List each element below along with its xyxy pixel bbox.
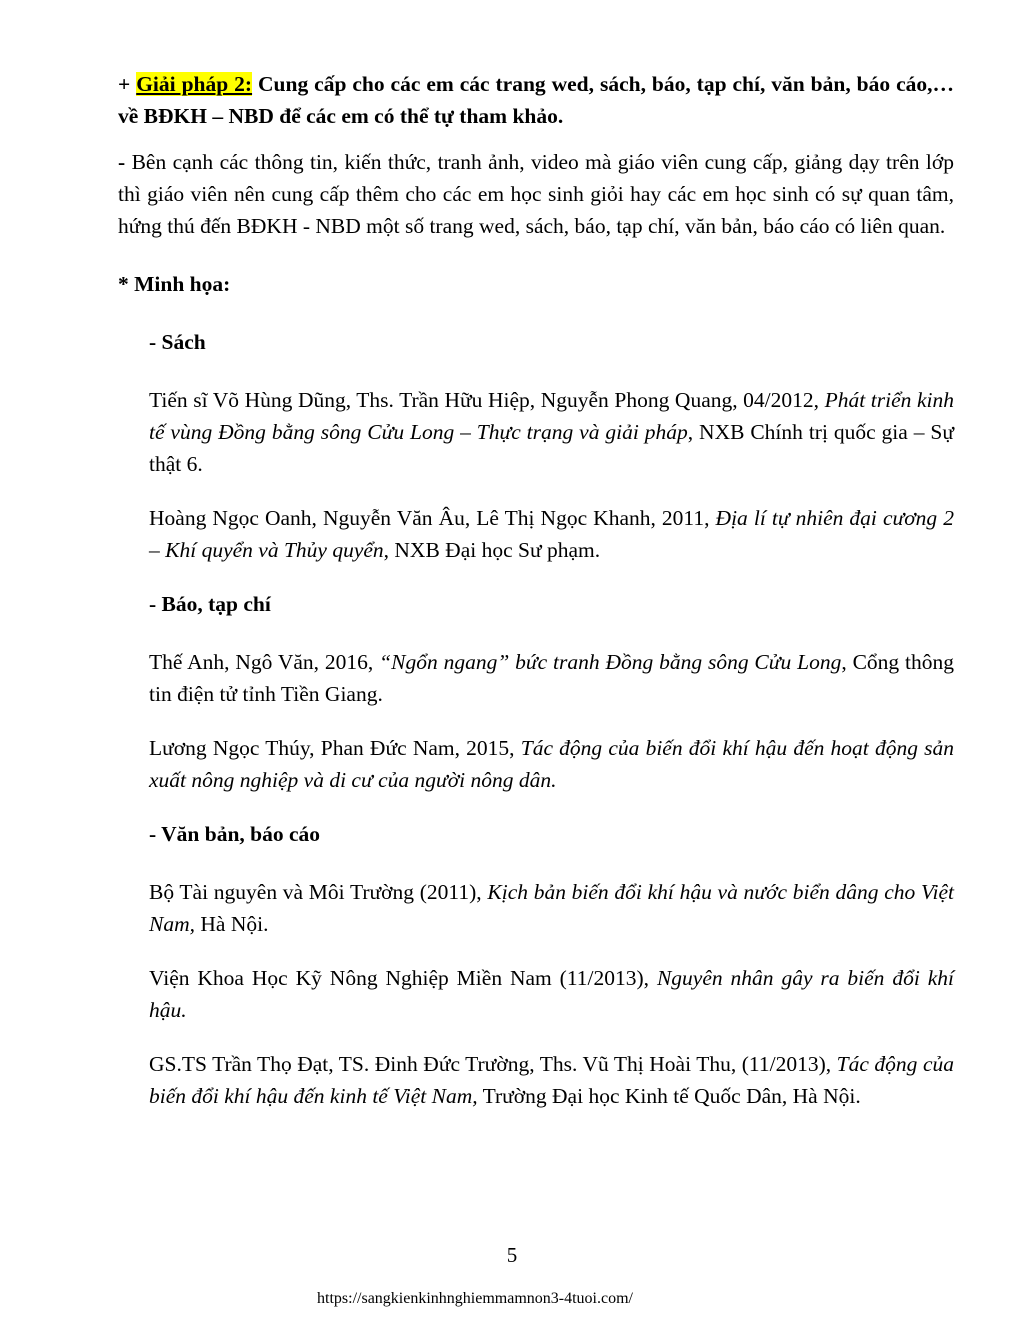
illustration-title: * Minh họa: [118, 272, 231, 296]
section-title-reports: - Văn bản, báo cáo [149, 822, 321, 846]
reference-item: Tiến sĩ Võ Hùng Dũng, Ths. Trần Hữu Hiệp, Nguyễn Phong Quang, 04/2012, Phát triển kinh tế vùng Đồng bằng sông Cửu Long – Thực trạng và giải pháp, NXB Chính trị quốc gia – Sự thật 6. [149, 388, 954, 476]
reference-item: GS.TS Trần Thọ Đạt, TS. Đinh Đức Trường, Ths. Vũ Thị Hoài Thu, (11/2013), Tác động của biến đổi khí hậu đến kinh tế Việt Nam, Trường Đại học Kinh tế Quốc Dân, Hà Nội. [149, 1052, 955, 1108]
section-title-books: - Sách [149, 330, 206, 354]
reference-item: Thế Anh, Ngô Văn, 2016, “Ngổn ngang” bức tranh Đồng bằng sông Cửu Long, Cổng thông tin điện tử tỉnh Tiền Giang. [149, 650, 954, 706]
intro-paragraph: - Bên cạnh các thông tin, kiến thức, tranh ảnh, video mà giáo viên cung cấp, giảng dạy trên lớp thì giáo viên nên cung cấp thêm cho các em học sinh giỏi hay các em học sinh có sự quan tâm, hứng thú đến BĐKH - NBD một số trang wed, sách, báo, tạp chí, văn bản, báo cáo có liên quan. [118, 150, 954, 238]
solution-heading: + Giải pháp 2: Cung cấp cho các em các trang wed, sách, báo, tạp chí, văn bản, báo cáo,…về BĐKH – NBD để các em có thể tự tham khảo. [118, 72, 954, 128]
footer-url[interactable]: https://sangkienkinhnghiemmamnon3-4tuoi.com/ [317, 1290, 633, 1307]
reference-item: Hoàng Ngọc Oanh, Nguyễn Văn Âu, Lê Thị Ngọc Khanh, 2011, Địa lí tự nhiên đại cương 2 – Khí quyển và Thủy quyển, NXB Đại học Sư phạm. [149, 506, 954, 562]
reference-item: Lương Ngọc Thúy, Phan Đức Nam, 2015, Tác động của biến đổi khí hậu đến hoạt động sản xuất nông nghiệp và di cư của người nông dân. [149, 736, 955, 792]
reference-item: Viện Khoa Học Kỹ Nông Nghiệp Miền Nam (11/2013), Nguyên nhân gây ra biến đổi khí hậu. [149, 966, 954, 1022]
solution-label: Giải pháp 2: [136, 72, 253, 96]
document-page [118, 68, 954, 1112]
page-number: 5 [506, 1243, 518, 1267]
reference-item: Bộ Tài nguyên và Môi Trường (2011), Kịch bản biến đổi khí hậu và nước biển dâng cho Việt Nam, Hà Nội. [149, 880, 954, 936]
section-title-newspapers: - Báo, tạp chí [149, 592, 271, 616]
